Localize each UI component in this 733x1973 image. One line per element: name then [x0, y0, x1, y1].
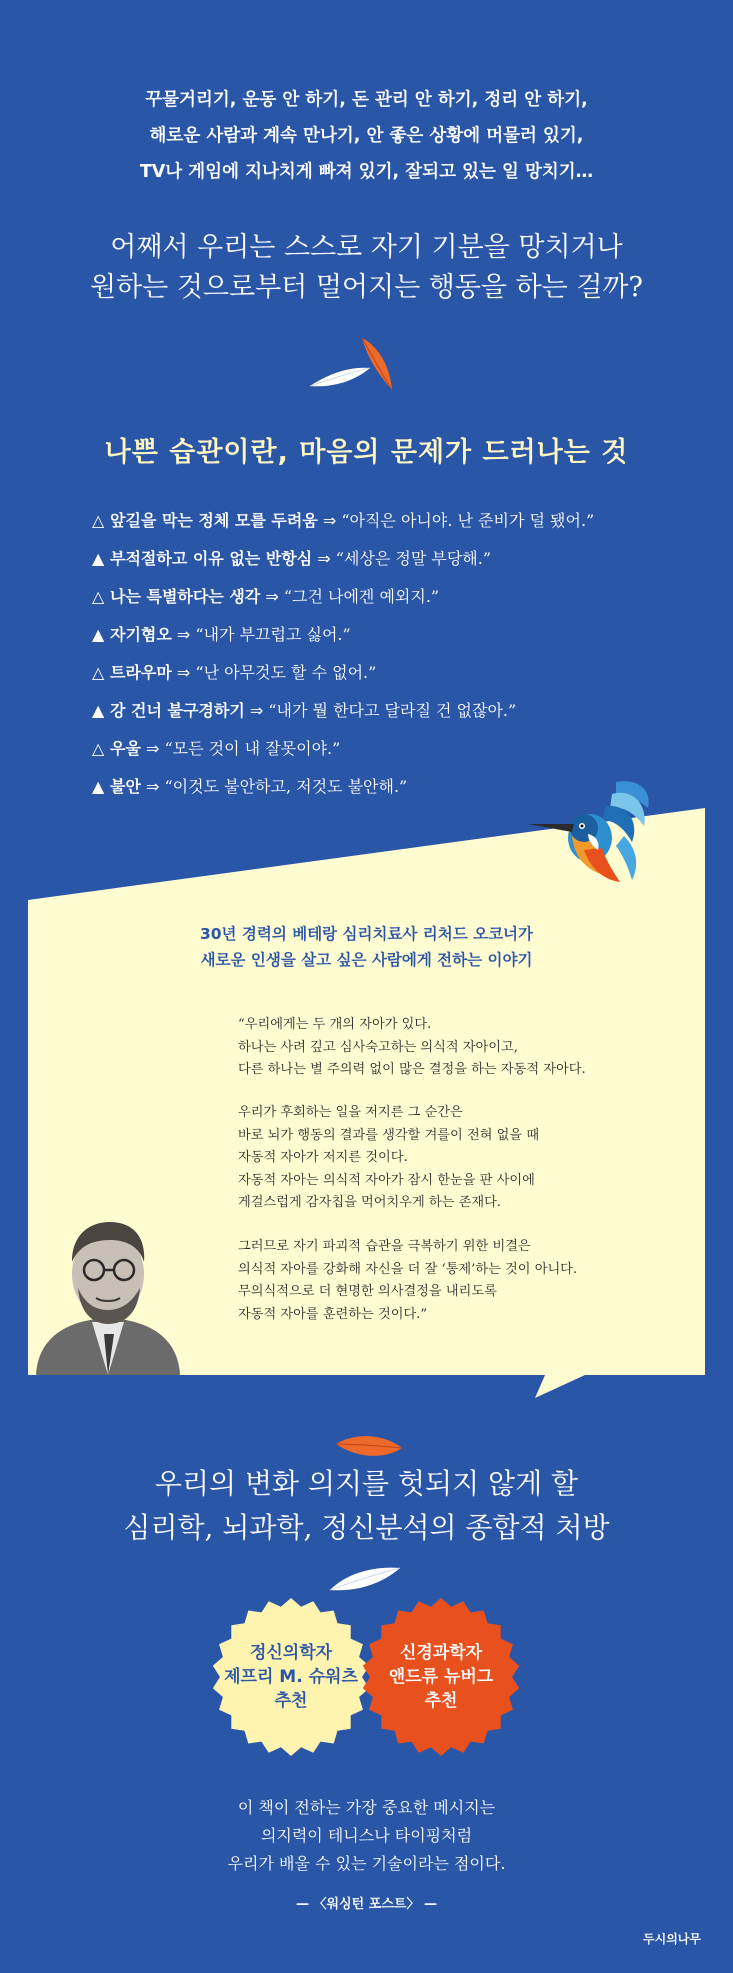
- habit-keyword: 앞길을 막는 정체 모를 두려움: [110, 511, 318, 530]
- author-title-line-1: 30년 경력의 베테랑 심리치료사 리처드 오코너가: [199, 925, 534, 943]
- badge-line: 제프리 M. 슈워츠: [224, 1667, 358, 1687]
- habit-quote: “내가 부끄럽고 싫어.”: [195, 625, 351, 644]
- habit-mark: ▲: [92, 625, 105, 644]
- intro-line-3: TV나 게임에 지나치게 빠져 있기, 잘되고 있는 일 망치기…: [139, 162, 594, 182]
- publisher-logo: 두시의나무: [643, 1932, 701, 1946]
- quote-line: 의식적 자아를 강화해 자신을 더 잘 ‘통제’하는 것이 아니다.: [238, 1261, 578, 1277]
- quote-line: 바로 뇌가 행동의 결과를 생각할 겨를이 전혀 없을 때: [238, 1127, 540, 1143]
- habit-quote: “이것도 불안하고, 저것도 불안해.”: [164, 777, 408, 796]
- habit-item: [92, 546, 491, 569]
- question-line-1: 어째서 우리는 스스로 자기 기분을 망치거나: [110, 232, 623, 263]
- habit-arrow: ⇒: [171, 625, 196, 644]
- habit-item: [92, 774, 407, 797]
- habit-quote: “그건 나에겐 예외지.”: [283, 587, 440, 606]
- quote-line: 자동적 자아를 훈련하는 것이다.”: [238, 1306, 428, 1322]
- habit-arrow: ⇒: [244, 701, 269, 720]
- quote-line: 하나는 사려 깊고 심사숙고하는 의식적 자아이고,: [238, 1039, 518, 1055]
- closing-source: — 〈워싱턴 포스트〉 —: [296, 1897, 437, 1912]
- habit-keyword: 자기혐오: [110, 625, 172, 644]
- author-portrait: [28, 1210, 190, 1375]
- intro-line-2: 해로운 사람과 계속 만나기, 안 좋은 상황에 머물러 있기,: [149, 126, 584, 146]
- white-feather-icon: [324, 1560, 404, 1596]
- prescription-title-line-1: 우리의 변화 의지를 헛되지 않게 할: [154, 1467, 579, 1500]
- habit-mark: ▲: [92, 777, 105, 796]
- habits-title: 나쁜 습관이란, 마음의 문제가 드러나는 것: [104, 437, 629, 468]
- badge-line: 추천: [274, 1691, 308, 1711]
- author-quote-paragraph-1: [238, 1014, 586, 1082]
- habit-keyword: 트라우마: [110, 663, 172, 682]
- habit-arrow: ⇒: [140, 739, 165, 758]
- closing-line-1: 이 책이 전하는 가장 중요한 메시지는: [237, 1798, 496, 1817]
- badge-schwartz: [210, 1641, 372, 1713]
- habit-item: [92, 622, 351, 645]
- prescription-title-line-2: 심리학, 뇌과학, 정신분석의 종합적 처방: [123, 1511, 610, 1544]
- quote-line: 그러므로 자기 파괴적 습관을 극복하기 위한 비결은: [238, 1239, 531, 1254]
- habit-mark: △: [92, 663, 105, 682]
- habit-keyword: 나는 특별하다는 생각: [110, 587, 261, 606]
- habit-arrow: ⇒: [260, 587, 284, 606]
- badge-line: 앤드류 뉴버그: [388, 1667, 494, 1687]
- habit-quote: “난 아무것도 할 수 없어.”: [195, 663, 377, 682]
- habit-item: [92, 584, 439, 607]
- quote-line: 무의식적으로 더 현명한 의사결정을 내리도록: [238, 1284, 497, 1299]
- habit-quote: “내가 뭘 한다고 달라질 건 없잖아.”: [268, 701, 517, 720]
- kingfisher-bird-icon: [528, 776, 653, 888]
- closing-line-3: 우리가 배울 수 있는 기술이라는 점이다.: [227, 1854, 506, 1873]
- habit-item: [92, 660, 376, 683]
- orange-feather-icon: [332, 1430, 406, 1466]
- habit-item: [92, 698, 516, 721]
- author-quote-paragraph-3: [238, 1236, 577, 1326]
- intro-line-1: 꾸물거리기, 운동 안 하기, 돈 관리 안 하기, 정리 안 하기,: [145, 90, 588, 110]
- quote-line: 다른 하나는 별 주의력 없이 많은 결정을 하는 자동적 자아다.: [238, 1062, 586, 1077]
- habit-mark: △: [92, 587, 105, 606]
- habit-quote: “아직은 아니야. 난 준비가 덜 됐어.”: [341, 511, 595, 530]
- habit-item: [92, 736, 340, 759]
- badge-line: 신경과학자: [399, 1643, 483, 1663]
- habit-keyword: 부적절하고 이유 없는 반항심: [110, 549, 313, 568]
- badge-line: 추천: [424, 1691, 458, 1711]
- quote-line: 자동적 자아는 의식적 자아가 잠시 한눈을 판 사이에: [238, 1172, 535, 1188]
- habit-mark: ▲: [92, 549, 105, 568]
- habit-arrow: ⇒: [171, 663, 196, 682]
- habit-mark: △: [92, 511, 105, 530]
- feather-icon: [300, 330, 420, 396]
- habit-keyword: 강 건너 불구경하기: [110, 701, 245, 720]
- habit-item: [92, 508, 594, 531]
- closing-line-2: 의지력이 테니스나 타이핑처럼: [260, 1826, 473, 1845]
- habit-arrow: ⇒: [317, 511, 342, 530]
- quote-line: 자동적 자아가 저지른 것이다.: [238, 1150, 408, 1165]
- quote-line: 게걸스럽게 감자칩을 먹어치우게 하는 존재다.: [238, 1195, 502, 1210]
- question-line-2: 원하는 것으로부터 멀어지는 행동을 하는 걸까?: [90, 272, 643, 303]
- author-title-line-2: 새로운 인생을 살고 싶은 사람에게 전하는 이야기: [200, 951, 533, 969]
- badge-newberg: [360, 1641, 522, 1713]
- habit-quote: “세상은 정말 부당해.”: [335, 549, 492, 568]
- habit-arrow: ⇒: [140, 777, 165, 796]
- habit-arrow: ⇒: [312, 549, 336, 568]
- quote-line: “우리에게는 두 개의 자아가 있다.: [238, 1017, 432, 1032]
- habit-keyword: 불안: [110, 777, 141, 796]
- habit-mark: ▲: [92, 701, 105, 720]
- badge-line: 정신의학자: [249, 1643, 333, 1663]
- habit-quote: “모든 것이 내 잘못이야.”: [164, 739, 341, 758]
- habit-mark: △: [92, 739, 105, 758]
- quote-line: 우리가 후회하는 일을 저지른 그 순간은: [238, 1105, 463, 1120]
- author-quote-paragraph-2: [238, 1102, 539, 1215]
- habit-keyword: 우울: [110, 739, 141, 758]
